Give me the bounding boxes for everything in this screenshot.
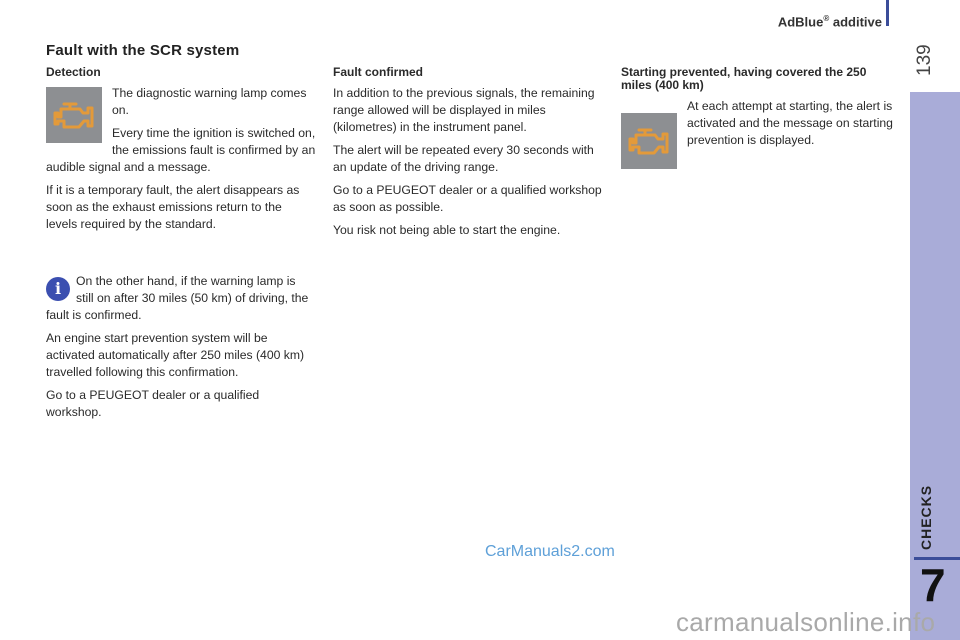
- fault-paragraph-3: Go to a PEUGEOT dealer or a qualified workshop as soon as possible.: [333, 183, 602, 214]
- fault-paragraph-1: In addition to the previous signals, the remaining range allowed will be displayed in miles (kilometres) in the instrument panel.: [333, 86, 595, 134]
- info-paragraph-3: Go to a PEUGEOT dealer or a qualified workshop.: [46, 388, 260, 419]
- header-title-sup: ®: [823, 14, 830, 23]
- info-paragraph-1: On the other hand, if the warning lamp is still on after 30 miles (50 km) of driving, the fault is confirmed.: [46, 274, 309, 322]
- spacer: [46, 239, 316, 273]
- header-title: [778, 14, 882, 29]
- chapter-number: 7: [920, 559, 946, 611]
- page-number: 139: [914, 44, 935, 76]
- fault-paragraph-2: The alert will be repeated every 30 seconds with an update of the driving range.: [333, 143, 594, 174]
- column-starting-prevented: [621, 66, 896, 173]
- detection-paragraph-2: Every time the ignition is switched on, the emissions fault is confirmed by an audible signal and a message.: [46, 126, 316, 174]
- header-rule: [886, 0, 889, 26]
- detection-paragraph-1: The diagnostic warning lamp comes on.: [112, 86, 307, 117]
- watermark-carmanuals2[interactable]: CarManuals2.com: [485, 543, 615, 560]
- fault-paragraph-4: You risk not being able to start the engine.: [333, 223, 561, 237]
- detection-heading: Detection: [46, 65, 101, 79]
- watermark-carmanualsonline[interactable]: carmanualsonline.info: [676, 607, 936, 637]
- header-title-suffix: additive: [829, 14, 882, 30]
- fault-confirmed-heading: Fault confirmed: [333, 65, 424, 79]
- engine-warning-icon: [46, 87, 102, 143]
- info-icon: i: [46, 277, 70, 301]
- starting-paragraph-1: At each attempt at starting, the alert is activated and the message on starting prevention is displayed.: [687, 99, 893, 147]
- column-detection: [46, 66, 316, 427]
- column-fault-confirmed: [333, 66, 605, 245]
- starting-prevented-heading: Starting prevented, having covered the 250 miles (400 km): [621, 65, 867, 92]
- section-title: Fault with the SCR system: [46, 42, 240, 59]
- chapter-label: CHECKS: [918, 484, 934, 550]
- engine-warning-icon: [621, 113, 677, 169]
- detection-paragraph-3: If it is a temporary fault, the alert disappears as soon as the exhaust emissions return to the levels required by the standard.: [46, 183, 300, 231]
- header-title-main: AdBlue: [777, 14, 824, 30]
- info-paragraph-2: An engine start prevention system will be activated automatically after 250 miles (400 km) travelled following this confirmation.: [46, 331, 305, 379]
